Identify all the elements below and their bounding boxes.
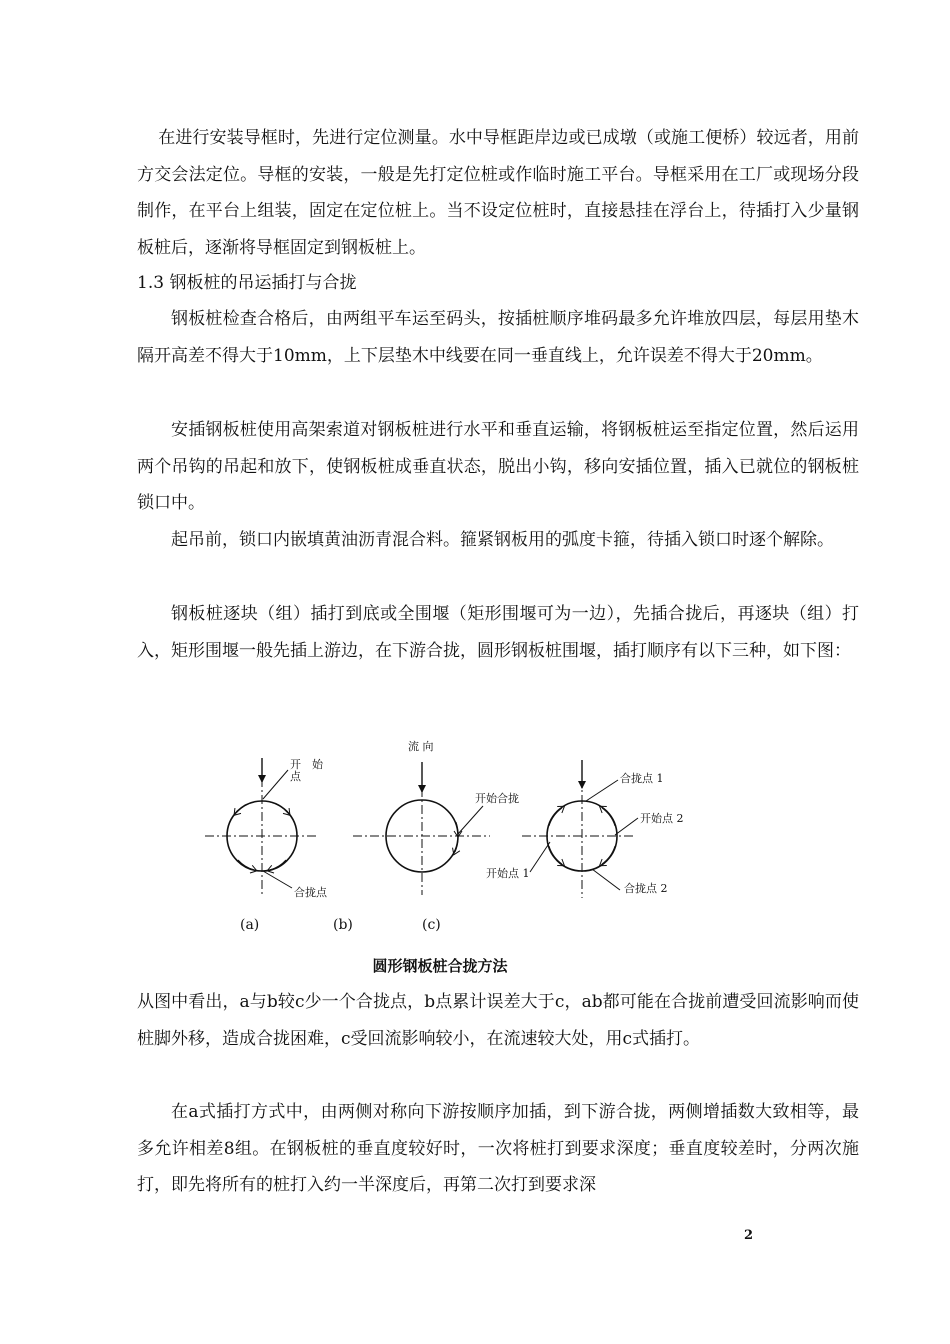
diagram-c-close1-leader [586,780,618,801]
diagram-c-close2-label: 合拢点 2 [624,882,668,895]
diagram-c-arrow-2 [549,846,562,864]
diagram-label-c: (c) [422,917,441,933]
paragraph-analysis: 从图中看出，a与b较c少一个合拢点，b点累计误差大于c，ab都可能在合拢前遭受回流影响而使桩脚外移，造成合拢困难，c受回流影响较小，在流速较大处，用c式插打。 [137,992,859,1049]
page-number: 2 [744,1228,754,1243]
diagram-b-leader [458,806,483,834]
diagram-a-start-leader [263,770,288,799]
diagram-a-bottom-right-arrow [270,860,286,870]
diagram-a-left-arc-arrow [236,802,254,813]
diagram-a-close-leader [263,871,292,888]
section-heading: 1.3 钢板桩的吊运插打与合拢 [137,273,357,293]
flow-direction-label: 流 向 [408,740,434,753]
paragraph-transport: 钢板桩检查合格后，由两组平车运至码头，按插桩顺序堆码最多允许堆放四层，每层用垫木隔开高差不得大于10mm，上下层垫木中线要在同一垂直线上，允许误差不得大于20mm。 [137,309,859,366]
diagram-c-start2-leader [615,818,638,835]
diagram-c-arrow-4 [602,846,615,864]
diagram-a-start-label: 开 始 [290,758,323,771]
diagram-c-start1-leader [530,842,550,872]
diagram-b-start-close-label: 开始合拢 [475,792,519,805]
figure-caption: 圆形钢板桩合拢方法 [372,957,508,975]
diagram-a-right-arc-arrow [270,802,288,813]
paragraph-guide-frame: 在进行安装导框时，先进行定位测量。水中导框距岸边或已成墩（或施工便桥）较远者，用前方交会法定位。导框的安装，一般是先打定位桩或作临时施工平台。导框采用在工厂或现场分段制作，在平台上组装，固定在定位桩上。当不设定位桩时，直接悬挂在浮台上，待插打入少量钢板桩后，逐渐将导框固定到钢板桩上。 [137,128,859,258]
diagram-c-arrow-3 [602,808,615,826]
diagram-a-bottom-left-arrow [238,860,254,870]
diagram-label-b: (b) [333,917,353,933]
closure-method-figure [200,730,700,945]
diagram-c-start2-label: 开始点 2 [640,812,684,825]
diagram-a-close-label: 合拢点 [294,886,327,899]
diagram-a-start-label-2: 点 [290,770,301,783]
paragraph-lifting: 起吊前，锁口内嵌填黄油沥青混合料。箍紧钢板用的弧度卡箍，待插入锁口时逐个解除。 [171,530,834,550]
diagram-c-close2-leader [592,869,620,890]
diagram-c-start1-label: 开始点 1 [486,867,530,880]
diagram-a [205,757,328,899]
diagram-c-close1-label: 合拢点 1 [620,772,664,785]
diagram-c [486,760,684,898]
diagram-label-a: (a) [240,917,260,933]
paragraph-method-a: 在a式插打方式中，由两侧对称向下游按顺序加插，到下游合拢，两侧增插数大致相等，最多允许相差8组。在钢板桩的垂直度较好时，一次将桩打到要求深度；垂直度较差时，分两次施打，即先将所有的桩打入约一半深度后，再第二次打到要求深 [137,1102,859,1195]
paragraph-sequence: 钢板桩逐块（组）插打到底或全围堰（矩形围堰可为一边），先插合拢后，再逐块（组）打入，矩形围堰一般先插上游边，在下游合拢，圆形钢板桩围堰，插打顺序有以下三种，如下图： [137,604,859,661]
diagram-c-arrow-1 [549,808,562,826]
paragraph-installation: 安插钢板桩使用高架索道对钢板桩进行水平和垂直运输，将钢板桩运至指定位置，然后运用两个吊钩的吊起和放下，使钢板桩成垂直状态，脱出小钩，移向安插位置，插入已就位的钢板桩锁口中。 [137,420,859,513]
